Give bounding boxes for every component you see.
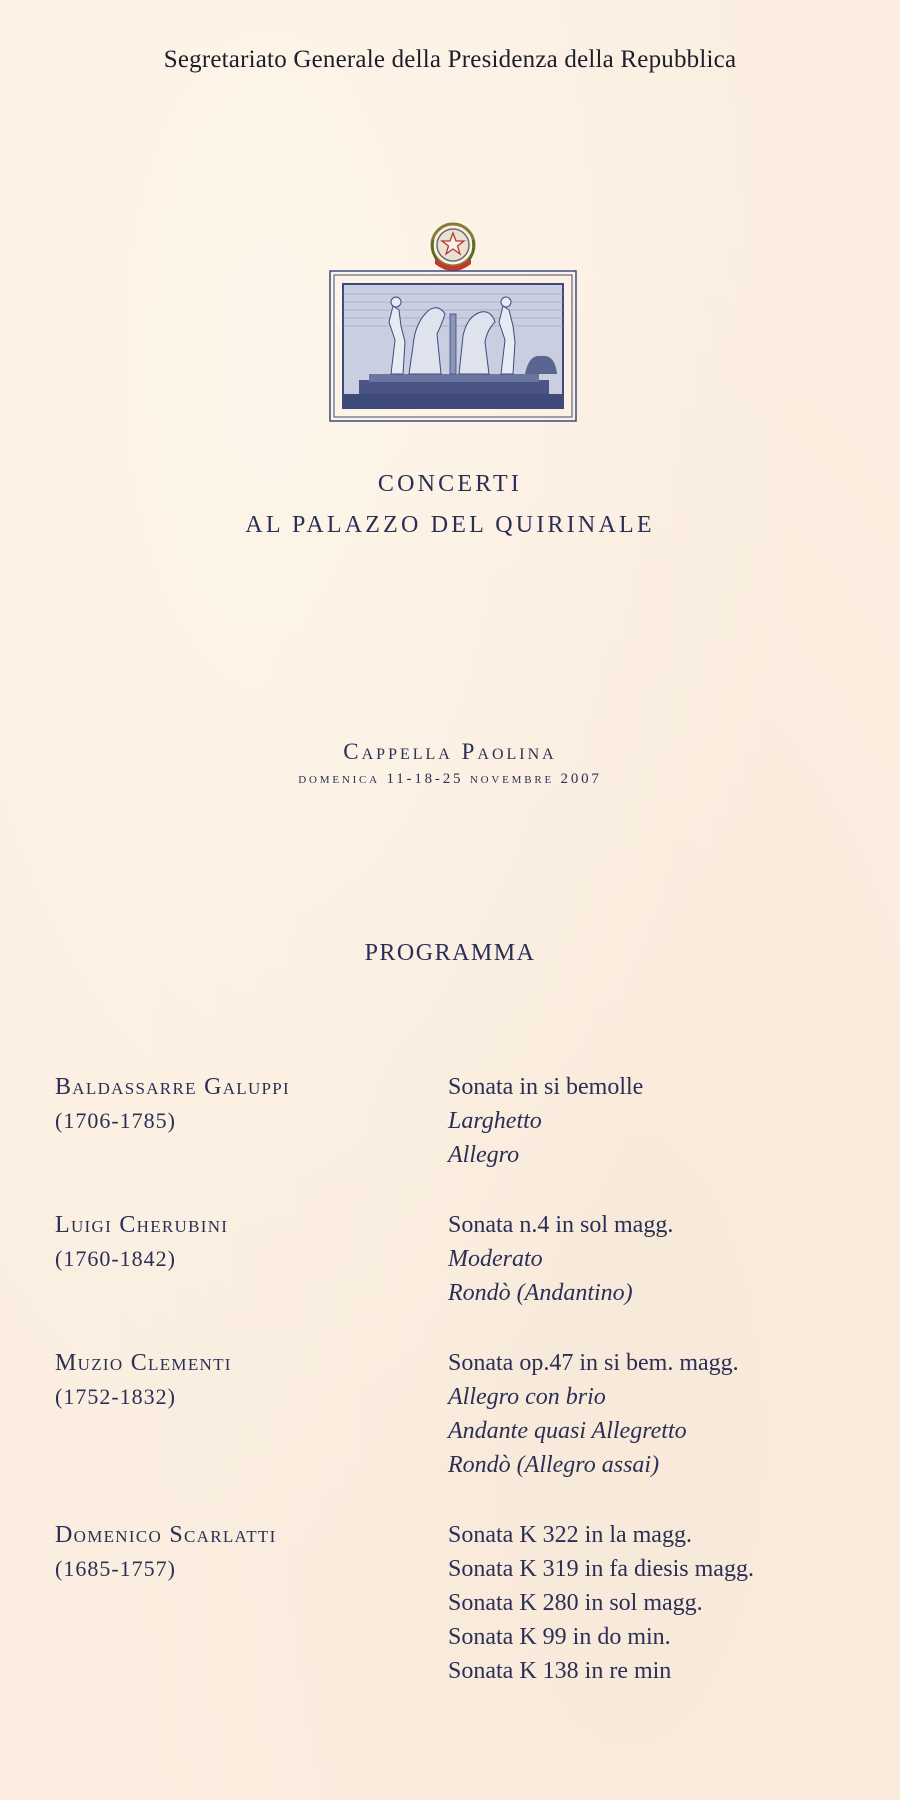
title-line-1: CONCERTI	[377, 471, 523, 497]
work-title: Sonata K 99 in do min.	[448, 1624, 671, 1650]
venue-block	[0, 737, 900, 788]
composer-column	[55, 1346, 448, 1482]
composer-column	[55, 1208, 448, 1310]
program-heading: PROGRAMMA	[364, 940, 536, 966]
movement: Rondò (Andantino)	[448, 1280, 633, 1306]
program-entry	[55, 1070, 855, 1172]
institution-header: Segretariato Generale della Presidenza della Repubblica	[163, 46, 737, 73]
works-column	[448, 1518, 855, 1688]
movement: Allegro con brio	[448, 1384, 606, 1410]
composer-years: (1706-1785)	[55, 1108, 176, 1133]
works-column	[448, 1070, 855, 1172]
program-entry	[55, 1208, 855, 1310]
works-column	[448, 1346, 855, 1482]
work-title: Sonata op.47 in si bem. magg.	[448, 1350, 739, 1376]
composer-name: Luigi Cherubini	[55, 1212, 229, 1238]
italian-republic-emblem-icon	[427, 218, 479, 278]
work-title: Sonata K 322 in la magg.	[448, 1522, 692, 1548]
composer-column	[55, 1070, 448, 1172]
venue-name: Cappella Paolina	[343, 739, 557, 764]
movement: Rondò (Allegro assai)	[448, 1452, 660, 1478]
work-title: Sonata K 319 in fa diesis magg.	[448, 1556, 754, 1582]
composer-name: Baldassarre Galuppi	[55, 1074, 291, 1100]
work-title: Sonata in si bemolle	[448, 1074, 644, 1100]
work-title: Sonata n.4 in sol magg.	[448, 1212, 674, 1238]
title-line-2: AL PALAZZO DEL QUIRINALE	[245, 512, 655, 538]
composer-years: (1685-1757)	[55, 1556, 176, 1581]
work-title: Sonata K 138 in re min	[448, 1658, 672, 1684]
composer-column	[55, 1518, 448, 1688]
movement: Allegro	[448, 1142, 520, 1168]
concert-dates: domenica 11-18-25 novembre 2007	[298, 771, 602, 787]
composer-years: (1760-1842)	[55, 1246, 176, 1271]
movement: Andante quasi Allegretto	[448, 1418, 687, 1444]
composer-name: Muzio Clementi	[55, 1350, 232, 1376]
works-column	[448, 1208, 855, 1310]
program-entry	[55, 1346, 855, 1482]
work-title: Sonata K 280 in sol magg.	[448, 1590, 703, 1616]
program-list	[55, 1070, 855, 1724]
movement: Moderato	[448, 1246, 543, 1272]
quirinale-dioscuri-engraving	[329, 270, 577, 422]
concert-series-title	[0, 464, 900, 546]
movement: Larghetto	[448, 1108, 542, 1134]
composer-name: Domenico Scarlatti	[55, 1522, 277, 1548]
composer-years: (1752-1832)	[55, 1384, 176, 1409]
program-entry	[55, 1518, 855, 1688]
